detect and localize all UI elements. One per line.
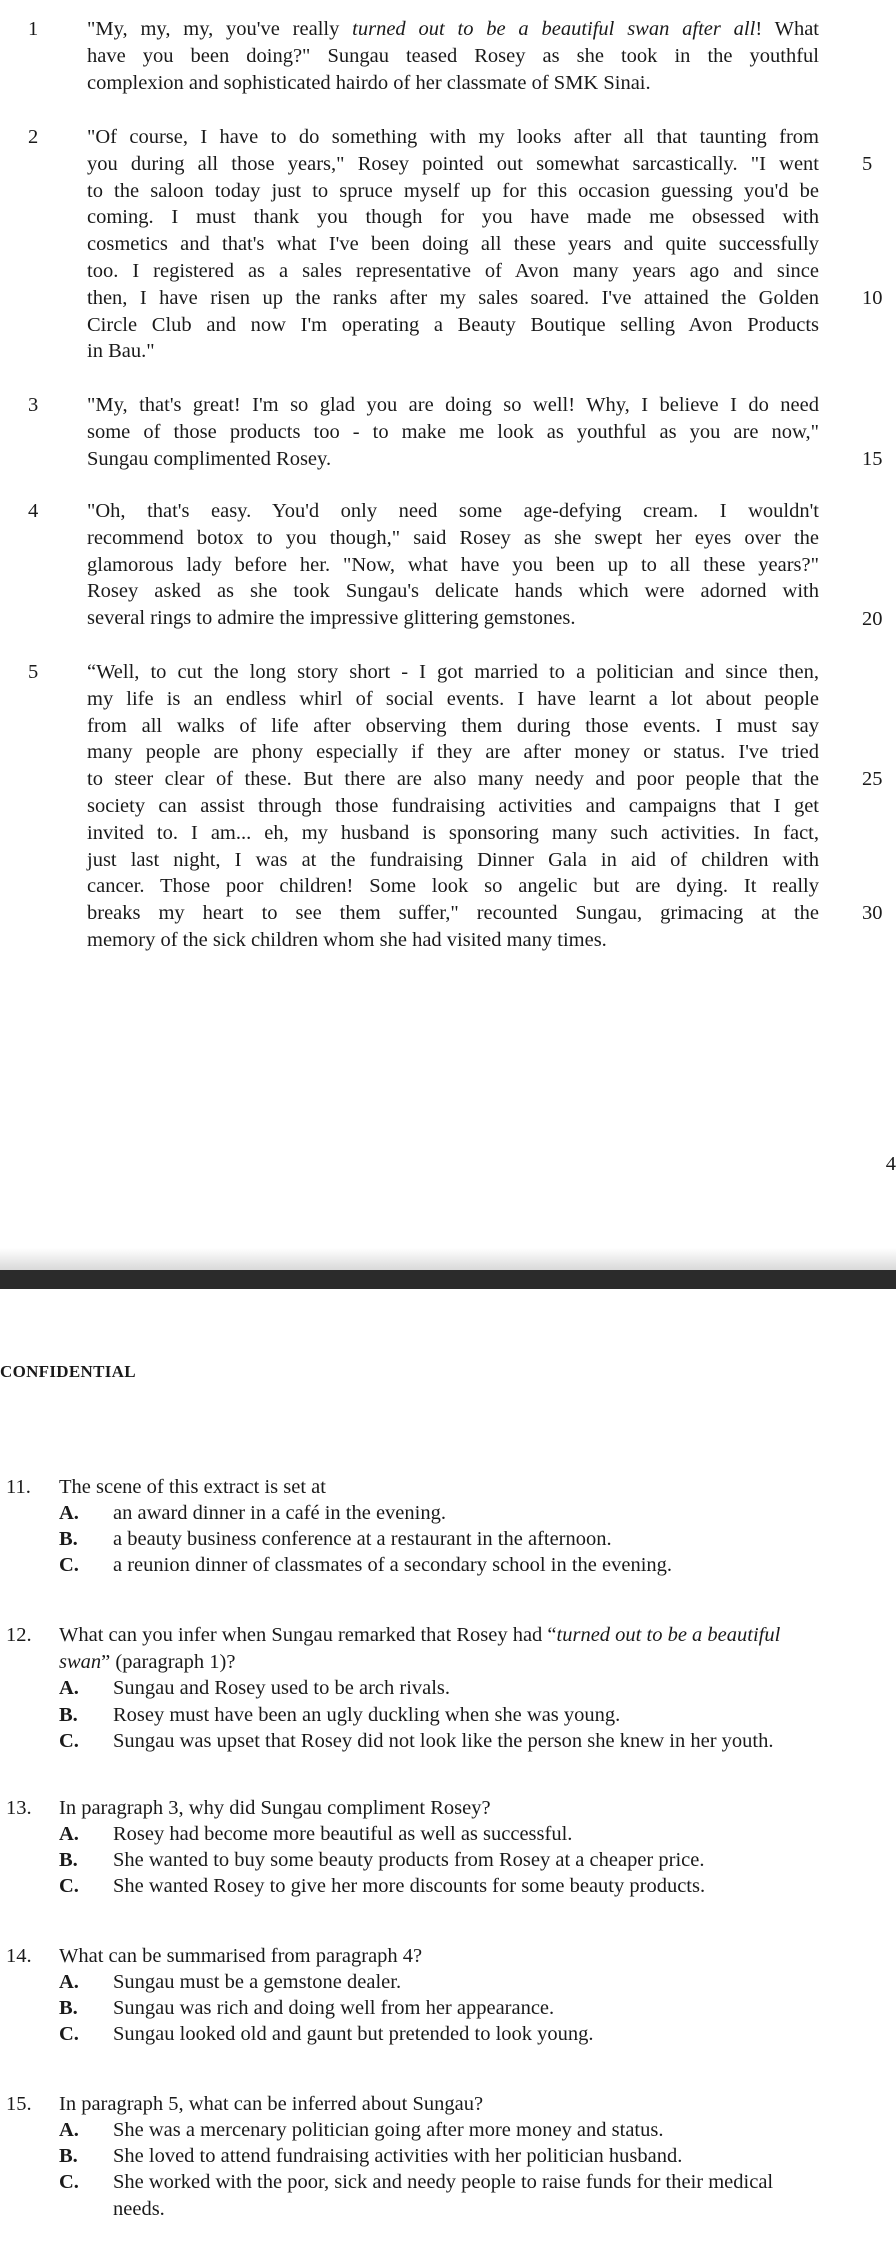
text-run: She wanted Rosey to give her more discounts for some beauty products.	[113, 1875, 706, 1897]
text-line	[113, 2196, 883, 2223]
text-run: my life is an endless whirl of social events. I have learnt a lot about people	[87, 687, 819, 710]
text-run: She worked with the poor, sick and needy people to raise funds for their medical	[113, 2171, 774, 2193]
paragraph-text	[87, 392, 819, 472]
text-line	[113, 1847, 883, 1874]
question-number: 11.	[6, 1476, 31, 1498]
paragraph-number: 2	[28, 126, 39, 148]
text-line	[87, 231, 819, 258]
text-line	[87, 124, 819, 151]
paragraph-text	[87, 659, 819, 954]
text-run: society can assist through those fundraising activities and campaigns that I get	[87, 794, 819, 817]
paragraph-4	[0, 498, 896, 633]
text-run: What can be summarised from paragraph 4?	[59, 1945, 423, 1967]
text-run: "Of course, I have to do something with my looks after all that taunting from	[87, 126, 819, 148]
text-line	[87, 793, 819, 820]
text-run: recommend botox to you though," said Rosey as she swept her eyes over the	[87, 526, 819, 549]
text-run: "My, that's great! I'm so glad you are doing so well! Why, I believe I do need	[87, 394, 819, 416]
text-line	[87, 392, 819, 419]
text-run: Circle Club and now I'm operating a Beauty Boutique selling Avon Products	[87, 313, 819, 336]
text-run: many people are phony especially if they are after money or status. I've tried	[87, 741, 819, 764]
page-break-shade	[0, 1248, 896, 1270]
text-run: Rosey had become more beautiful as well as successful.	[113, 1823, 573, 1845]
text-run: Sungau looked old and gaunt but pretended to look young.	[113, 2023, 594, 2045]
option-text	[113, 1702, 883, 1729]
option-text	[113, 2143, 883, 2170]
text-line	[113, 1552, 883, 1579]
text-line	[113, 2143, 883, 2170]
italic-phrase: turned out to be a beautiful swan after all	[352, 18, 756, 40]
text-line	[87, 204, 819, 231]
text-line	[87, 900, 819, 927]
text-run: "My, my, my, you've really	[87, 18, 353, 40]
text-line	[113, 1995, 883, 2022]
question-number: 15.	[6, 2093, 32, 2115]
text-run: a beauty business conference at a restaurant in the afternoon.	[113, 1528, 612, 1550]
option-text	[113, 1873, 883, 1900]
text-run: too. I registered as a sales representative of Avon many years ago and since	[87, 259, 819, 282]
text-run: Sungau complimented Rosey.	[87, 447, 332, 470]
option-text	[113, 1500, 883, 1527]
text-run: just last night, I was at the fundraising Dinner Gala in aid of children with	[87, 848, 819, 871]
text-run: breaks my heart to see them suffer," recounted Sungau, grimacing at the	[87, 902, 819, 925]
line-number-15: 15	[862, 448, 883, 470]
paragraph-text	[87, 124, 819, 365]
text-line	[59, 1622, 879, 1649]
text-line	[87, 873, 819, 900]
text-run: Sungau must be a gemstone dealer.	[113, 1971, 402, 1993]
question-number: 13.	[6, 1797, 32, 1819]
option-text	[113, 1552, 883, 1579]
text-run: from all walks of life after observing them during those events. I must say	[87, 714, 819, 737]
paragraph-number: 4	[28, 500, 39, 522]
text-line	[113, 1500, 883, 1527]
option-letter: C.	[59, 1730, 79, 1752]
text-run: you during all those years," Rosey pointed out somewhat sarcastically. "I went	[87, 152, 819, 175]
text-run: In paragraph 5, what can be inferred about Sungau?	[59, 2093, 484, 2115]
paragraph-1	[0, 16, 896, 97]
text-line	[113, 1821, 883, 1848]
paragraph-number: 5	[28, 661, 39, 683]
option-text	[113, 2169, 883, 2223]
confidential-header: CONFIDENTIAL	[0, 1362, 136, 1381]
text-run: several rings to admire the impressive glittering gemstones.	[87, 607, 576, 630]
option-text	[113, 1847, 883, 1874]
option-letter: A.	[59, 1502, 79, 1524]
text-line	[59, 1943, 879, 1970]
text-line	[59, 1795, 879, 1822]
text-line	[87, 820, 819, 847]
text-run: What can you infer when Sungau remarked that Rosey had “	[59, 1624, 557, 1646]
text-run: The scene of this extract is set at	[59, 1476, 326, 1498]
option-text	[113, 1675, 883, 1702]
text-run: She loved to attend fundraising activities with her politician husband.	[113, 2145, 683, 2167]
text-line	[87, 151, 819, 178]
text-line	[87, 927, 819, 954]
option-letter: C.	[59, 2171, 79, 2193]
paragraph-number: 1	[28, 18, 39, 40]
line-number-10: 10	[862, 287, 883, 309]
text-run: in Bau."	[87, 340, 155, 363]
text-run: complexion and sophisticated hairdo of her classmate of SMK Sinai.	[87, 71, 651, 94]
text-run: to steer clear of these. But there are also many needy and poor people that the	[87, 768, 819, 791]
italic-phrase: swan	[59, 1650, 102, 1673]
text-line	[113, 2117, 883, 2144]
page-break-bar	[0, 1270, 896, 1289]
text-line	[113, 2169, 883, 2196]
text-line	[113, 1728, 883, 1755]
text-line	[87, 419, 819, 446]
text-line	[87, 578, 819, 605]
text-run: an award dinner in a café in the evening.	[113, 1502, 446, 1524]
option-letter: B.	[59, 2145, 78, 2167]
text-line	[87, 338, 819, 365]
text-line	[87, 847, 819, 874]
option-text	[113, 1821, 883, 1848]
text-line	[59, 1649, 879, 1676]
option-letter: B.	[59, 1997, 78, 2019]
text-line	[87, 739, 819, 766]
text-run: Rosey must have been an ugly duckling when she was young.	[113, 1704, 621, 1726]
text-run: glamorous lady before her. "Now, what have you been up to all these years?"	[87, 553, 819, 576]
text-run: Sungau was upset that Rosey did not look like the person she knew in her youth.	[113, 1730, 774, 1752]
text-run: She wanted to buy some beauty products from Rosey at a cheaper price.	[113, 1849, 705, 1871]
text-run: invited to. I am... eh, my husband is sponsoring many such activities. In fact,	[87, 821, 819, 844]
text-run: memory of the sick children whom she had visited many times.	[87, 928, 607, 951]
text-line	[113, 1969, 883, 1996]
paragraph-text	[87, 498, 819, 632]
option-letter: C.	[59, 1554, 79, 1576]
text-line	[87, 43, 819, 70]
text-run: Sungau and Rosey used to be arch rivals.	[113, 1677, 451, 1699]
text-line	[113, 1702, 883, 1729]
text-run: cosmetics and that's what I've been doing all these years and quite successfully	[87, 233, 819, 256]
paragraph-number: 3	[28, 394, 39, 416]
text-line	[113, 2021, 883, 2048]
text-run: cancer. Those poor children! Some look so angelic but are dying. It really	[87, 875, 819, 898]
option-text	[113, 2117, 883, 2144]
text-line	[113, 1526, 883, 1553]
text-run: “Well, to cut the long story short - I got married to a politician and since then,	[87, 661, 819, 683]
text-line	[87, 258, 819, 285]
paragraph-5	[0, 659, 896, 954]
page-number: 4	[885, 1153, 896, 1175]
text-run: ! What	[755, 18, 819, 40]
question-stem	[59, 1474, 879, 1501]
text-line	[87, 16, 819, 43]
option-letter: A.	[59, 1677, 79, 1699]
paragraph-2	[0, 124, 896, 366]
text-line	[59, 2091, 879, 2118]
option-text	[113, 1969, 883, 1996]
text-line	[59, 1474, 879, 1501]
option-text	[113, 2021, 883, 2048]
text-line	[113, 1873, 883, 1900]
option-text	[113, 1526, 883, 1553]
question-stem	[59, 1795, 879, 1822]
text-run: have you been doing?" Sungau teased Rosey as she took in the youthful	[87, 44, 819, 67]
question-stem	[59, 2091, 879, 2118]
text-line	[87, 178, 819, 205]
option-letter: B.	[59, 1849, 78, 1871]
line-number-25: 25	[862, 768, 883, 790]
text-run: some of those products too - to make me look as youthful as you are now,"	[87, 420, 819, 443]
text-line	[87, 312, 819, 339]
line-number-5: 5	[862, 153, 873, 175]
text-line	[87, 713, 819, 740]
option-letter: A.	[59, 1971, 79, 1993]
option-letter: A.	[59, 1823, 79, 1845]
option-letter: C.	[59, 1875, 79, 1897]
text-run: coming. I must thank you though for you have made me obsessed with	[87, 206, 819, 229]
text-line	[87, 605, 819, 632]
question-stem	[59, 1943, 879, 1970]
option-text	[113, 1728, 883, 1755]
text-run: ” (paragraph 1)?	[101, 1650, 236, 1673]
text-line	[87, 285, 819, 312]
paragraph-text	[87, 16, 819, 96]
option-text	[113, 1995, 883, 2022]
text-line	[87, 498, 819, 525]
line-number-30: 30	[862, 902, 883, 924]
question-number: 14.	[6, 1945, 32, 1967]
text-run: Rosey asked as she took Sungau's delicate hands which were adorned with	[87, 580, 819, 603]
text-run: needs.	[113, 2197, 165, 2220]
text-run: to the saloon today just to spruce myself up for this occasion guessing you'd be	[87, 179, 819, 202]
text-run: "Oh, that's easy. You'd only need some age-defying cream. I wouldn't	[87, 500, 819, 522]
text-line	[87, 686, 819, 713]
text-line	[87, 525, 819, 552]
question-number: 12.	[6, 1624, 32, 1646]
text-run: Sungau was rich and doing well from her appearance.	[113, 1997, 555, 2019]
option-letter: A.	[59, 2119, 79, 2141]
text-line	[113, 1675, 883, 1702]
text-run: a reunion dinner of classmates of a secondary school in the evening.	[113, 1554, 673, 1576]
italic-phrase: turned out to be a beautiful	[556, 1624, 781, 1646]
text-line	[87, 446, 819, 473]
question-stem	[59, 1622, 879, 1676]
text-line	[87, 659, 819, 686]
text-run: She was a mercenary politician going after more money and status.	[113, 2119, 664, 2141]
text-line	[87, 70, 819, 97]
text-line	[87, 766, 819, 793]
option-letter: B.	[59, 1704, 78, 1726]
paragraph-3	[0, 392, 896, 473]
text-line	[87, 552, 819, 579]
text-run: In paragraph 3, why did Sungau compliment Rosey?	[59, 1797, 491, 1819]
option-letter: C.	[59, 2023, 79, 2045]
option-letter: B.	[59, 1528, 78, 1550]
line-number-20: 20	[862, 608, 883, 630]
text-run: then, I have risen up the ranks after my sales soared. I've attained the Golden	[87, 286, 819, 309]
